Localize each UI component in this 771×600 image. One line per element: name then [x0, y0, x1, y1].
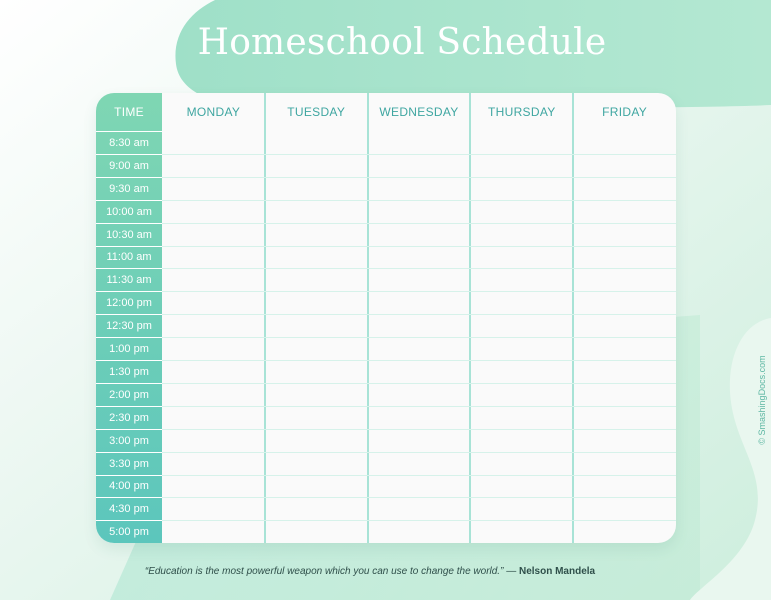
time-slot-label: 10:00 am	[96, 200, 162, 223]
schedule-cell-tuesday[interactable]	[265, 360, 368, 383]
schedule-cell-monday[interactable]	[162, 337, 265, 360]
schedule-cell-tuesday[interactable]	[265, 452, 368, 475]
schedule-cell-friday[interactable]	[573, 314, 676, 337]
time-slot-label: 1:30 pm	[96, 360, 162, 383]
schedule-cell-wednesday[interactable]	[368, 291, 471, 314]
time-slot-label: 4:00 pm	[96, 475, 162, 498]
schedule-cell-monday[interactable]	[162, 475, 265, 498]
schedule-cell-tuesday[interactable]	[265, 246, 368, 269]
schedule-cell-wednesday[interactable]	[368, 177, 471, 200]
schedule-cell-wednesday[interactable]	[368, 314, 471, 337]
schedule-cell-friday[interactable]	[573, 268, 676, 291]
schedule-cell-thursday[interactable]	[470, 154, 573, 177]
time-slot-label: 9:00 am	[96, 154, 162, 177]
quote-separator: —	[503, 566, 519, 577]
schedule-cell-tuesday[interactable]	[265, 131, 368, 154]
schedule-cell-tuesday[interactable]	[265, 268, 368, 291]
schedule-cell-thursday[interactable]	[470, 177, 573, 200]
time-column-header: TIME	[114, 105, 144, 119]
schedule-cell-monday[interactable]	[162, 452, 265, 475]
schedule-cell-monday[interactable]	[162, 223, 265, 246]
schedule-cell-wednesday[interactable]	[368, 429, 471, 452]
schedule-cell-thursday[interactable]	[470, 200, 573, 223]
schedule-cell-friday[interactable]	[573, 200, 676, 223]
time-slot-label: 2:30 pm	[96, 406, 162, 429]
schedule-cell-monday[interactable]	[162, 406, 265, 429]
time-slot-label: 12:30 pm	[96, 314, 162, 337]
schedule-cell-monday[interactable]	[162, 246, 265, 269]
schedule-cell-tuesday[interactable]	[265, 177, 368, 200]
schedule-cell-friday[interactable]	[573, 452, 676, 475]
schedule-cell-thursday[interactable]	[470, 475, 573, 498]
schedule-cell-friday[interactable]	[573, 383, 676, 406]
schedule-cell-monday[interactable]	[162, 200, 265, 223]
schedule-cell-monday[interactable]	[162, 268, 265, 291]
schedule-cell-monday[interactable]	[162, 177, 265, 200]
schedule-cell-friday[interactable]	[573, 337, 676, 360]
time-slot-label: 1:00 pm	[96, 337, 162, 360]
schedule-cell-wednesday[interactable]	[368, 223, 471, 246]
time-slot-label: 3:00 pm	[96, 429, 162, 452]
schedule-cell-monday[interactable]	[162, 154, 265, 177]
day-header-friday: FRIDAY	[602, 105, 648, 119]
schedule-cell-thursday[interactable]	[470, 268, 573, 291]
schedule-cell-wednesday[interactable]	[368, 200, 471, 223]
schedule-table	[96, 93, 676, 543]
schedule-cell-monday[interactable]	[162, 383, 265, 406]
schedule-cell-thursday[interactable]	[470, 452, 573, 475]
schedule-cell-monday[interactable]	[162, 429, 265, 452]
schedule-cell-thursday[interactable]	[470, 291, 573, 314]
schedule-cell-monday[interactable]	[162, 520, 265, 543]
schedule-cell-friday[interactable]	[573, 177, 676, 200]
time-slot-label: 12:00 pm	[96, 291, 162, 314]
page-title: Homeschool Schedule	[197, 22, 607, 63]
schedule-cell-wednesday[interactable]	[368, 154, 471, 177]
schedule-cell-wednesday[interactable]	[368, 360, 471, 383]
schedule-cell-tuesday[interactable]	[265, 154, 368, 177]
time-slot-label: 2:00 pm	[96, 383, 162, 406]
schedule-cell-friday[interactable]	[573, 154, 676, 177]
schedule-cell-tuesday[interactable]	[265, 475, 368, 498]
quote-text: “Education is the most powerful weapon which you can use to change the world.”	[144, 566, 504, 577]
schedule-cell-wednesday[interactable]	[368, 520, 471, 543]
day-header-thursday: THURSDAY	[488, 105, 556, 119]
quote-author: Nelson Mandela	[518, 566, 596, 577]
schedule-cell-thursday[interactable]	[470, 223, 573, 246]
schedule-cell-friday[interactable]	[573, 131, 676, 154]
schedule-cell-wednesday[interactable]	[368, 452, 471, 475]
schedule-cell-tuesday[interactable]	[265, 223, 368, 246]
quote	[0, 566, 740, 577]
schedule-cell-tuesday[interactable]	[265, 429, 368, 452]
time-slot-label: 5:00 pm	[96, 520, 162, 543]
schedule-cell-friday[interactable]	[573, 406, 676, 429]
schedule-cell-tuesday[interactable]	[265, 337, 368, 360]
time-slot-label: 10:30 am	[96, 223, 162, 246]
schedule-cell-tuesday[interactable]	[265, 291, 368, 314]
schedule-cell-thursday[interactable]	[470, 337, 573, 360]
schedule-cell-monday[interactable]	[162, 497, 265, 520]
schedule-cell-thursday[interactable]	[470, 360, 573, 383]
schedule-cell-wednesday[interactable]	[368, 383, 471, 406]
schedule-cell-thursday[interactable]	[470, 406, 573, 429]
schedule-cell-friday[interactable]	[573, 475, 676, 498]
schedule-cell-friday[interactable]	[573, 291, 676, 314]
schedule-cell-tuesday[interactable]	[265, 520, 368, 543]
time-slot-label: 4:30 pm	[96, 497, 162, 520]
copyright-credit: © SmashingDocs.com	[757, 355, 767, 445]
schedule-cell-friday[interactable]	[573, 520, 676, 543]
schedule-cell-friday[interactable]	[573, 360, 676, 383]
schedule-cell-thursday[interactable]	[470, 429, 573, 452]
schedule-cell-thursday[interactable]	[470, 246, 573, 269]
schedule-cell-thursday[interactable]	[470, 383, 573, 406]
day-header-wednesday: WEDNESDAY	[379, 105, 459, 119]
time-slot-label: 8:30 am	[96, 131, 162, 154]
schedule-cell-tuesday[interactable]	[265, 200, 368, 223]
schedule-cell-monday[interactable]	[162, 291, 265, 314]
schedule-cell-thursday[interactable]	[470, 131, 573, 154]
schedule-cell-tuesday[interactable]	[265, 497, 368, 520]
time-slot-label: 3:30 pm	[96, 452, 162, 475]
schedule-cell-wednesday[interactable]	[368, 337, 471, 360]
schedule-cell-wednesday[interactable]	[368, 246, 471, 269]
time-slot-label: 9:30 am	[96, 177, 162, 200]
day-header-tuesday: TUESDAY	[287, 105, 346, 119]
schedule-cell-friday[interactable]	[573, 246, 676, 269]
schedule-cell-monday[interactable]	[162, 131, 265, 154]
schedule-cell-wednesday[interactable]	[368, 475, 471, 498]
schedule-cell-monday[interactable]	[162, 360, 265, 383]
time-slot-label: 11:00 am	[96, 246, 162, 269]
schedule-cell-tuesday[interactable]	[265, 314, 368, 337]
schedule-cell-wednesday[interactable]	[368, 131, 471, 154]
schedule-cell-thursday[interactable]	[470, 314, 573, 337]
schedule-cell-thursday[interactable]	[470, 520, 573, 543]
schedule-cell-thursday[interactable]	[470, 497, 573, 520]
schedule-cell-wednesday[interactable]	[368, 406, 471, 429]
schedule-cell-friday[interactable]	[573, 223, 676, 246]
day-header-monday: MONDAY	[186, 105, 241, 119]
schedule-cell-friday[interactable]	[573, 429, 676, 452]
schedule-cell-wednesday[interactable]	[368, 497, 471, 520]
schedule-cell-friday[interactable]	[573, 497, 676, 520]
time-slot-label: 11:30 am	[96, 268, 162, 291]
schedule-cell-tuesday[interactable]	[265, 383, 368, 406]
schedule-cell-wednesday[interactable]	[368, 268, 471, 291]
schedule-cell-monday[interactable]	[162, 314, 265, 337]
schedule-cell-tuesday[interactable]	[265, 406, 368, 429]
